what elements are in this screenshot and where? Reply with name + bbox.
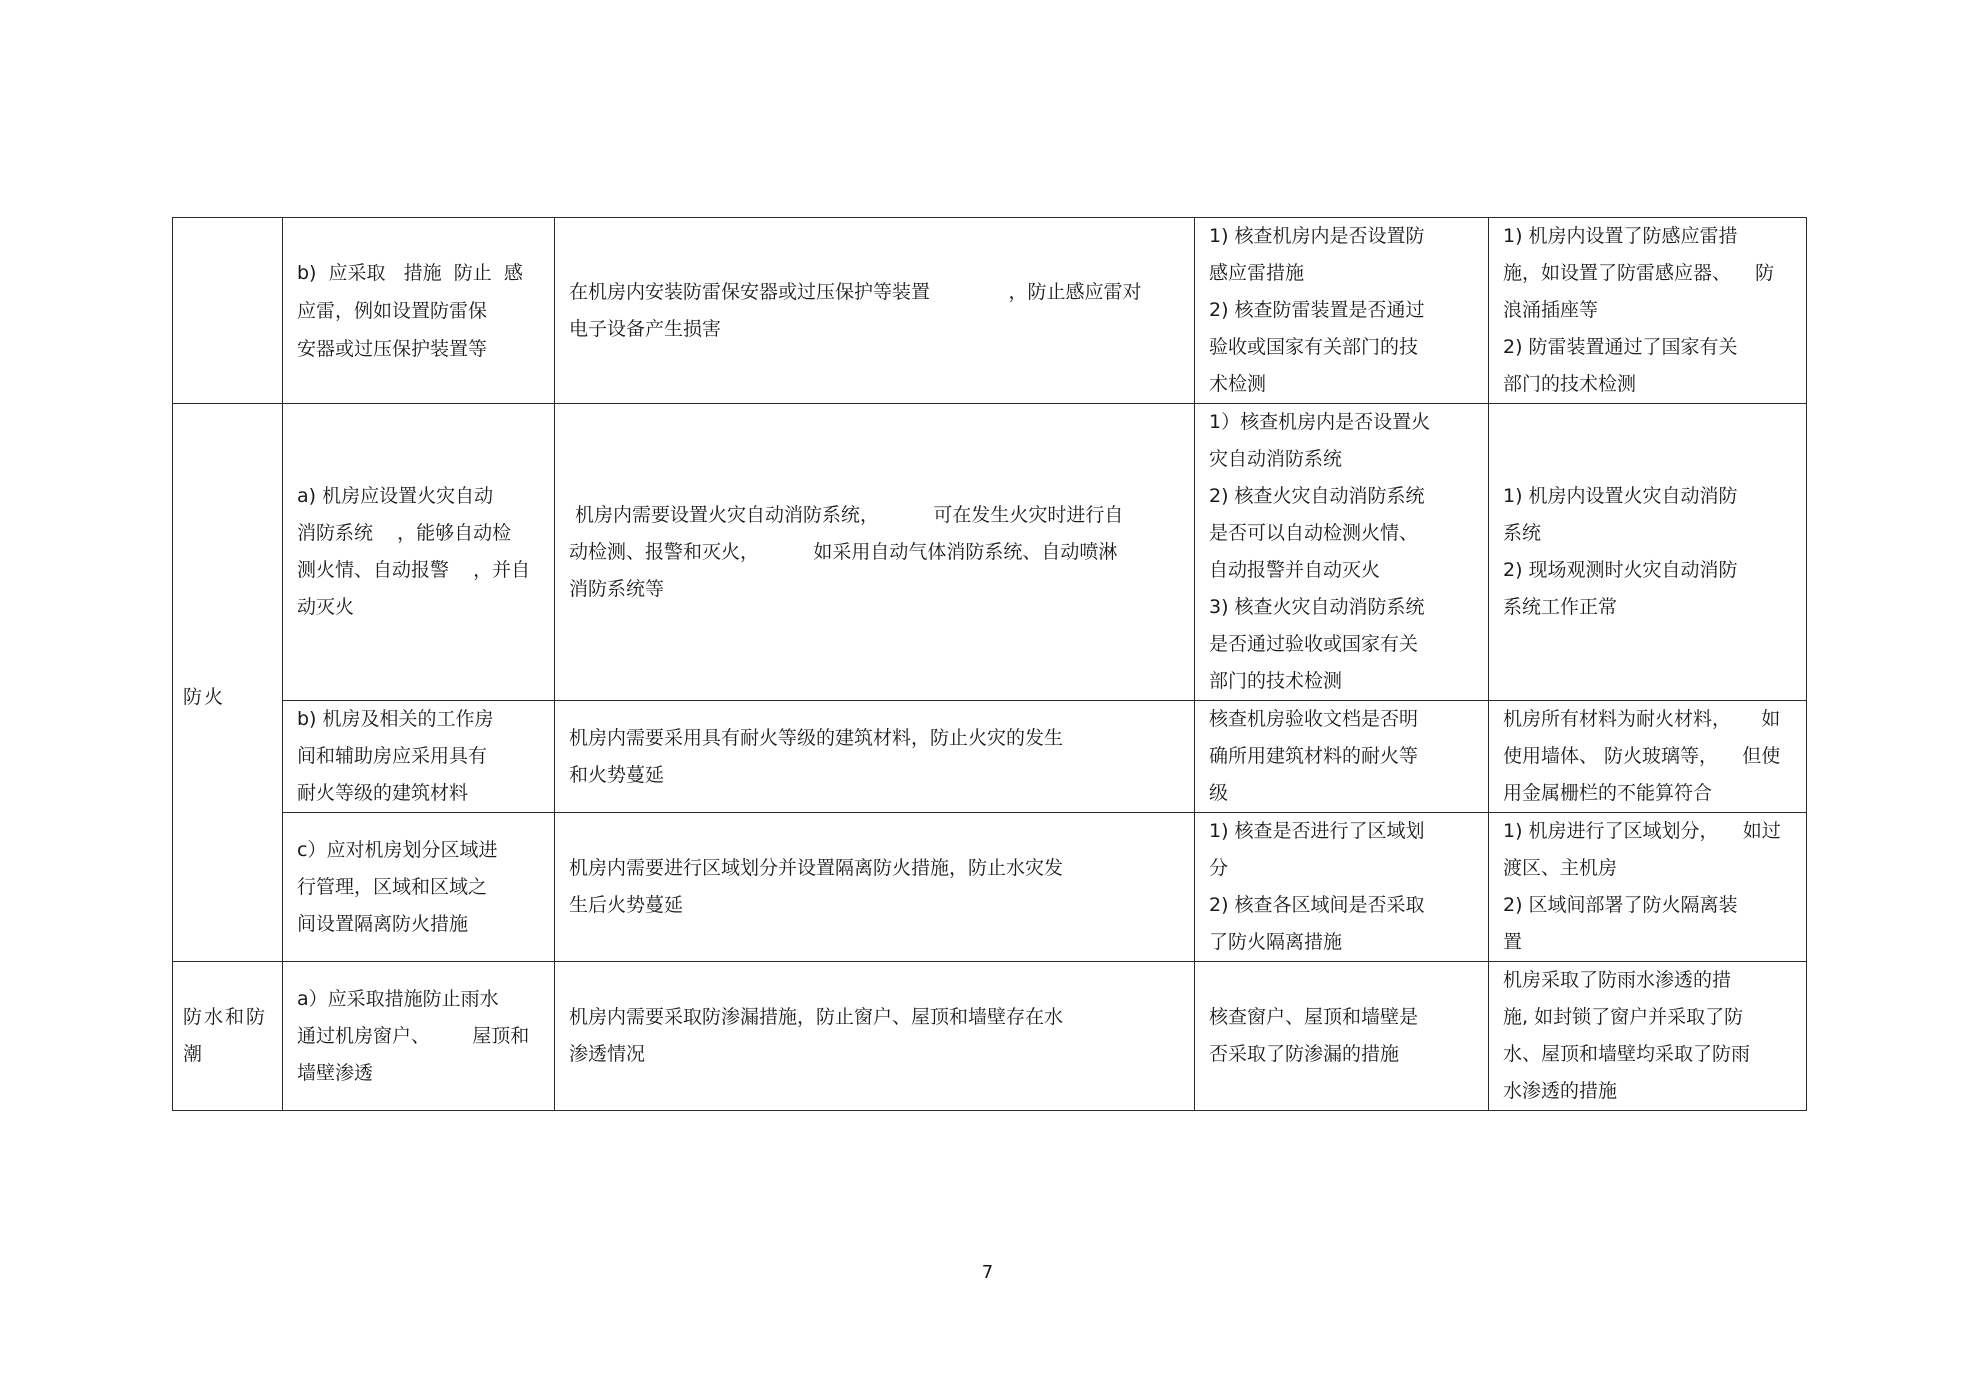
explanation-line: 和火势蔓延 xyxy=(569,763,665,786)
requirement-line: 行管理，区域和区域之 xyxy=(297,875,488,898)
result-line: 置 xyxy=(1503,931,1523,953)
expected-result-cell xyxy=(1489,404,1807,701)
check-line: 了防火隔离措施 xyxy=(1209,931,1343,953)
requirement-line: 间设置隔离防火措施 xyxy=(297,912,469,935)
table-row xyxy=(173,404,1807,701)
result-line: 1) 机房内设置火灾自动消防 xyxy=(1503,485,1738,507)
page-number: 7 xyxy=(981,1262,994,1283)
requirement-cell xyxy=(283,962,555,1111)
explanation-cell xyxy=(555,218,1195,404)
check-line: 2) 核查防雷装置是否通过 xyxy=(1209,299,1425,321)
table-row xyxy=(173,701,1807,813)
requirement-line: 消防系统 ，能够自动检 xyxy=(297,522,512,544)
check-line: 确所用建筑材料的耐火等 xyxy=(1209,745,1419,767)
explanation-line: 机房内需要采取防渗漏措施，防止窗户、屋顶和墙壁存在水 xyxy=(569,1006,1064,1028)
expected-result-cell xyxy=(1489,813,1807,962)
requirement-line: 安器或过压保护装置等 xyxy=(297,337,488,360)
check-line: 1）核查机房内是否设置火 xyxy=(1209,411,1431,433)
result-line: 渡区、主机房 xyxy=(1503,857,1618,879)
result-line: 部门的技术检测 xyxy=(1503,373,1637,395)
category-cell xyxy=(173,962,283,1111)
table-row xyxy=(173,813,1807,962)
result-line: 2) 区域间部署了防火隔离装 xyxy=(1503,894,1738,916)
result-line: 系统工作正常 xyxy=(1503,596,1618,618)
result-line: 1) 机房进行了区域划分， 如过 xyxy=(1503,820,1781,842)
check-line: 级 xyxy=(1209,782,1229,804)
result-line: 用金属栅栏的不能算符合 xyxy=(1503,782,1713,804)
category-label: 防水和防潮 xyxy=(183,1006,268,1065)
requirement-line: b) 机房及相关的工作房 xyxy=(297,708,494,730)
check-line: 自动报警并自动灭火 xyxy=(1209,559,1381,581)
explanation-line: 消防系统等 xyxy=(569,577,665,600)
requirement-line: 间和辅助房应采用具有 xyxy=(297,745,488,767)
explanation-line: 电子设备产生损害 xyxy=(569,317,722,340)
result-line: 2) 现场观测时火灾自动消防 xyxy=(1503,559,1738,581)
check-line: 部门的技术检测 xyxy=(1209,670,1343,692)
requirement-line: 通过机房窗户、 屋顶和 xyxy=(297,1024,530,1047)
check-line: 分 xyxy=(1209,857,1229,879)
check-line: 否采取了防渗漏的措施 xyxy=(1209,1043,1400,1065)
result-line: 2) 防雷装置通过了国家有关 xyxy=(1503,336,1738,358)
category-label: 防火 xyxy=(183,686,226,708)
explanation-line: 机房内需要设置火灾自动消防系统， 可在发生火灾时进行自 xyxy=(569,503,1124,526)
explanation-cell xyxy=(555,813,1195,962)
explanation-line: 在机房内安装防雷保安器或过压保护等装置 ，防止感应雷对 xyxy=(569,280,1142,303)
table-row xyxy=(173,218,1807,404)
result-line: 使用墙体、 防火玻璃等， 但使 xyxy=(1503,745,1781,767)
requirement-line: 墙壁渗透 xyxy=(297,1061,374,1084)
result-line: 系统 xyxy=(1503,522,1542,544)
explanation-line: 渗透情况 xyxy=(569,1043,646,1065)
result-line: 水渗透的措施 xyxy=(1503,1080,1618,1102)
check-line: 1) 核查机房内是否设置防 xyxy=(1209,225,1425,247)
check-line: 核查机房验收文档是否明 xyxy=(1209,708,1419,730)
table-row xyxy=(173,962,1807,1111)
expected-result-cell xyxy=(1489,962,1807,1111)
check-line: 1) 核查是否进行了区域划 xyxy=(1209,820,1425,842)
requirement-line: c）应对机房划分区域进 xyxy=(297,838,498,861)
check-method-cell xyxy=(1195,701,1489,813)
requirements-table xyxy=(172,217,1807,1111)
result-line: 施，如设置了防雷感应器、 防 xyxy=(1503,262,1775,284)
explanation-cell xyxy=(555,701,1195,813)
expected-result-cell xyxy=(1489,701,1807,813)
requirement-line: 耐火等级的建筑材料 xyxy=(297,782,469,804)
result-line: 机房所有材料为耐火材料， 如 xyxy=(1503,708,1781,730)
requirement-line: b) 应采取 措施 防止 感 xyxy=(297,261,523,284)
expected-result-cell xyxy=(1489,218,1807,404)
result-line: 施, 如封锁了窗户并采取了防 xyxy=(1503,1006,1744,1028)
requirement-cell xyxy=(283,813,555,962)
requirement-cell xyxy=(283,701,555,813)
check-line: 3) 核查火灾自动消防系统 xyxy=(1209,596,1425,618)
check-line: 灾自动消防系统 xyxy=(1209,448,1343,470)
result-line: 1) 机房内设置了防感应雷措 xyxy=(1503,225,1738,247)
explanation-line: 生后火势蔓延 xyxy=(569,894,684,916)
result-line: 机房采取了防雨水渗透的措 xyxy=(1503,969,1732,991)
requirement-line: a）应采取措施防止雨水 xyxy=(297,987,499,1010)
requirement-line: a) 机房应设置火灾自动 xyxy=(297,485,494,507)
explanation-line: 机房内需要采用具有耐火等级的建筑材料，防止火灾的发生 xyxy=(569,726,1064,749)
check-line: 核查窗户、屋顶和墙壁是 xyxy=(1209,1006,1419,1028)
requirement-line: 测火情、自动报警 ，并自 xyxy=(297,559,531,581)
explanation-cell xyxy=(555,962,1195,1111)
check-line: 是否通过验收或国家有关 xyxy=(1209,633,1419,655)
explanation-line: 机房内需要进行区域划分并设置隔离防火措施，防止水灾发 xyxy=(569,857,1064,879)
result-line: 浪涌插座等 xyxy=(1503,299,1599,321)
check-line: 是否可以自动检测火情、 xyxy=(1209,522,1419,544)
requirement-line: 动灭火 xyxy=(297,596,355,618)
requirement-cell xyxy=(283,218,555,404)
category-cell xyxy=(173,218,283,404)
check-line: 2) 核查各区域间是否采取 xyxy=(1209,894,1425,916)
check-method-cell xyxy=(1195,404,1489,701)
requirement-cell xyxy=(283,404,555,701)
explanation-cell xyxy=(555,404,1195,701)
category-cell xyxy=(173,404,283,962)
check-method-cell xyxy=(1195,962,1489,1111)
check-line: 感应雷措施 xyxy=(1209,262,1305,284)
check-line: 术检测 xyxy=(1209,373,1267,395)
check-line: 验收或国家有关部门的技 xyxy=(1209,336,1419,358)
result-line: 水、屋顶和墙壁均采取了防雨 xyxy=(1503,1043,1751,1065)
check-method-cell xyxy=(1195,813,1489,962)
requirement-line: 应雷，例如设置防雷保 xyxy=(297,299,488,322)
check-method-cell xyxy=(1195,218,1489,404)
check-line: 2) 核查火灾自动消防系统 xyxy=(1209,485,1425,507)
explanation-line: 动检测、报警和灭火， 如采用自动气体消防系统、自动喷淋 xyxy=(569,540,1118,563)
